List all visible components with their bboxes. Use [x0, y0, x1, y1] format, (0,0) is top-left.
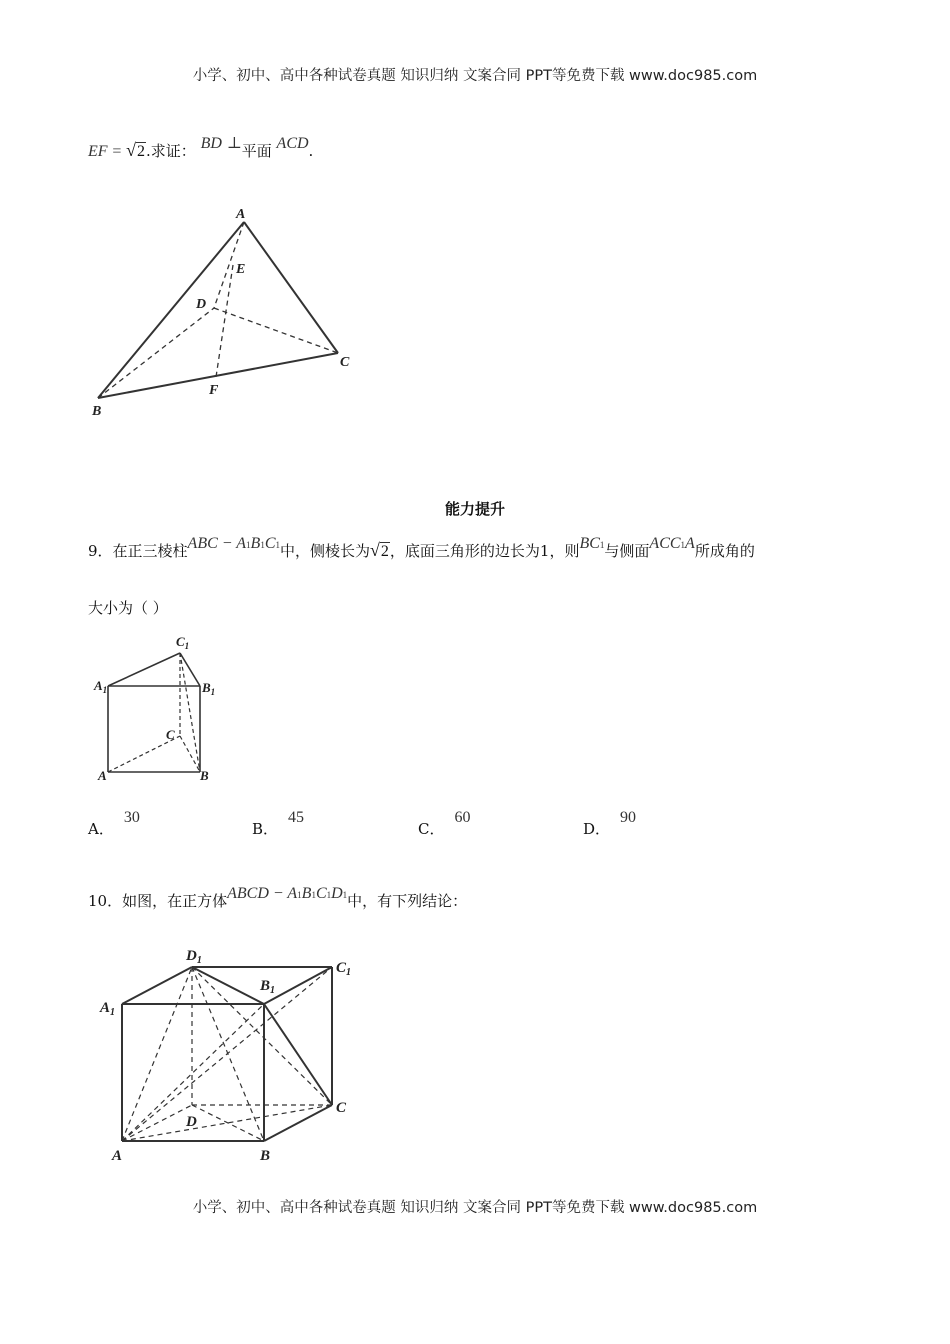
label-b1: $B_1$ — [260, 978, 276, 996]
problem9-number: 9．在正三棱柱 — [88, 542, 188, 560]
option-b[interactable]: B．45 — [252, 809, 305, 838]
label-c: C — [340, 355, 350, 370]
problem10-text1: 中，有下列结论： — [347, 892, 468, 910]
sqrt-two: √2 — [126, 140, 146, 160]
option-a[interactable]: A．30 — [88, 809, 140, 838]
cube-figure — [92, 942, 372, 1172]
problem9-text3: 与侧面 — [604, 542, 650, 560]
edge-bd — [98, 308, 214, 398]
edge-a1c1 — [108, 653, 180, 686]
label-a: A — [112, 1148, 123, 1164]
cube-name: ABCD − A1B1C1D1 — [227, 885, 348, 902]
diag-d1b — [192, 967, 264, 1141]
label-a: A — [98, 768, 107, 783]
tetrahedron-figure — [80, 200, 380, 425]
problem9-text2: ，底面三角形的边长为1，则 — [389, 542, 580, 560]
period: . — [308, 142, 314, 160]
label-b: B — [200, 768, 209, 783]
equals-sign: = — [112, 143, 122, 160]
prove-text: .求证： — [146, 142, 196, 160]
edge-bc — [264, 1105, 332, 1141]
label-b1: $B_1$ — [202, 680, 216, 697]
problem9-text1: 中，侧棱长为 — [280, 542, 371, 560]
label-c1: $C_1$ — [336, 960, 352, 978]
label-d: D — [196, 297, 207, 312]
problem9-line2: 大小为（ ） — [88, 599, 168, 617]
diag-ad1 — [122, 967, 192, 1141]
label-a: A — [236, 207, 246, 222]
problem10-line1 — [88, 885, 468, 911]
perpendicular-symbol: ⊥ — [226, 135, 242, 152]
diag-d1b1 — [192, 967, 264, 1004]
option-c[interactable]: C．60 — [418, 809, 471, 838]
bd-symbol: BD — [200, 135, 222, 152]
edge-cb — [180, 736, 200, 772]
section-title: 能力提升 — [444, 500, 505, 518]
diag-b1c — [264, 1004, 332, 1105]
plane-text: 平面 — [241, 142, 272, 160]
label-f: F — [209, 383, 219, 398]
label-b: B — [92, 404, 102, 419]
ef-symbol: EF — [88, 143, 108, 160]
edge-ad — [122, 1105, 192, 1141]
problem9-line1 — [88, 535, 755, 561]
prism-figure — [92, 630, 232, 785]
face-acc1a-symbol: ACC1A — [649, 535, 695, 552]
label-c: C — [336, 1100, 347, 1116]
diag-db — [192, 1105, 264, 1141]
page-header: 小学、初中、高中各种试卷真题 知识归纳 文案合同 PPT等免费下载 www.doc985.com — [192, 68, 758, 84]
label-e: E — [236, 262, 246, 277]
page-footer: 小学、初中、高中各种试卷真题 知识归纳 文案合同 PPT等免费下载 www.doc985.com — [192, 1200, 758, 1216]
label-a1: $A_1$ — [100, 1000, 116, 1018]
label-c1: $C_1$ — [176, 634, 190, 651]
option-d[interactable]: D．90 — [583, 809, 637, 838]
label-d: D — [186, 1114, 197, 1130]
problem8-condition — [88, 135, 314, 161]
edge-dc — [214, 308, 338, 353]
edge-a1d1 — [122, 967, 192, 1004]
edge-ac — [244, 222, 338, 353]
diag-ac1 — [122, 967, 332, 1141]
problem10-number: 10．如图，在正方体 — [88, 892, 228, 910]
label-a1: $A_1$ — [94, 678, 108, 695]
edge-ab — [98, 222, 244, 398]
label-c: C — [166, 727, 175, 742]
problem9-text4: 所成角的 — [694, 542, 755, 560]
bc1-symbol: BC1 — [579, 535, 605, 552]
label-d1: $D_1$ — [186, 948, 202, 966]
segment-ef — [216, 265, 233, 377]
label-b: B — [260, 1148, 271, 1164]
acd-symbol: ACD — [276, 135, 309, 152]
prism-name: ABC − A1B1C1 — [187, 535, 280, 552]
sqrt-two-9: √2 — [370, 540, 389, 560]
